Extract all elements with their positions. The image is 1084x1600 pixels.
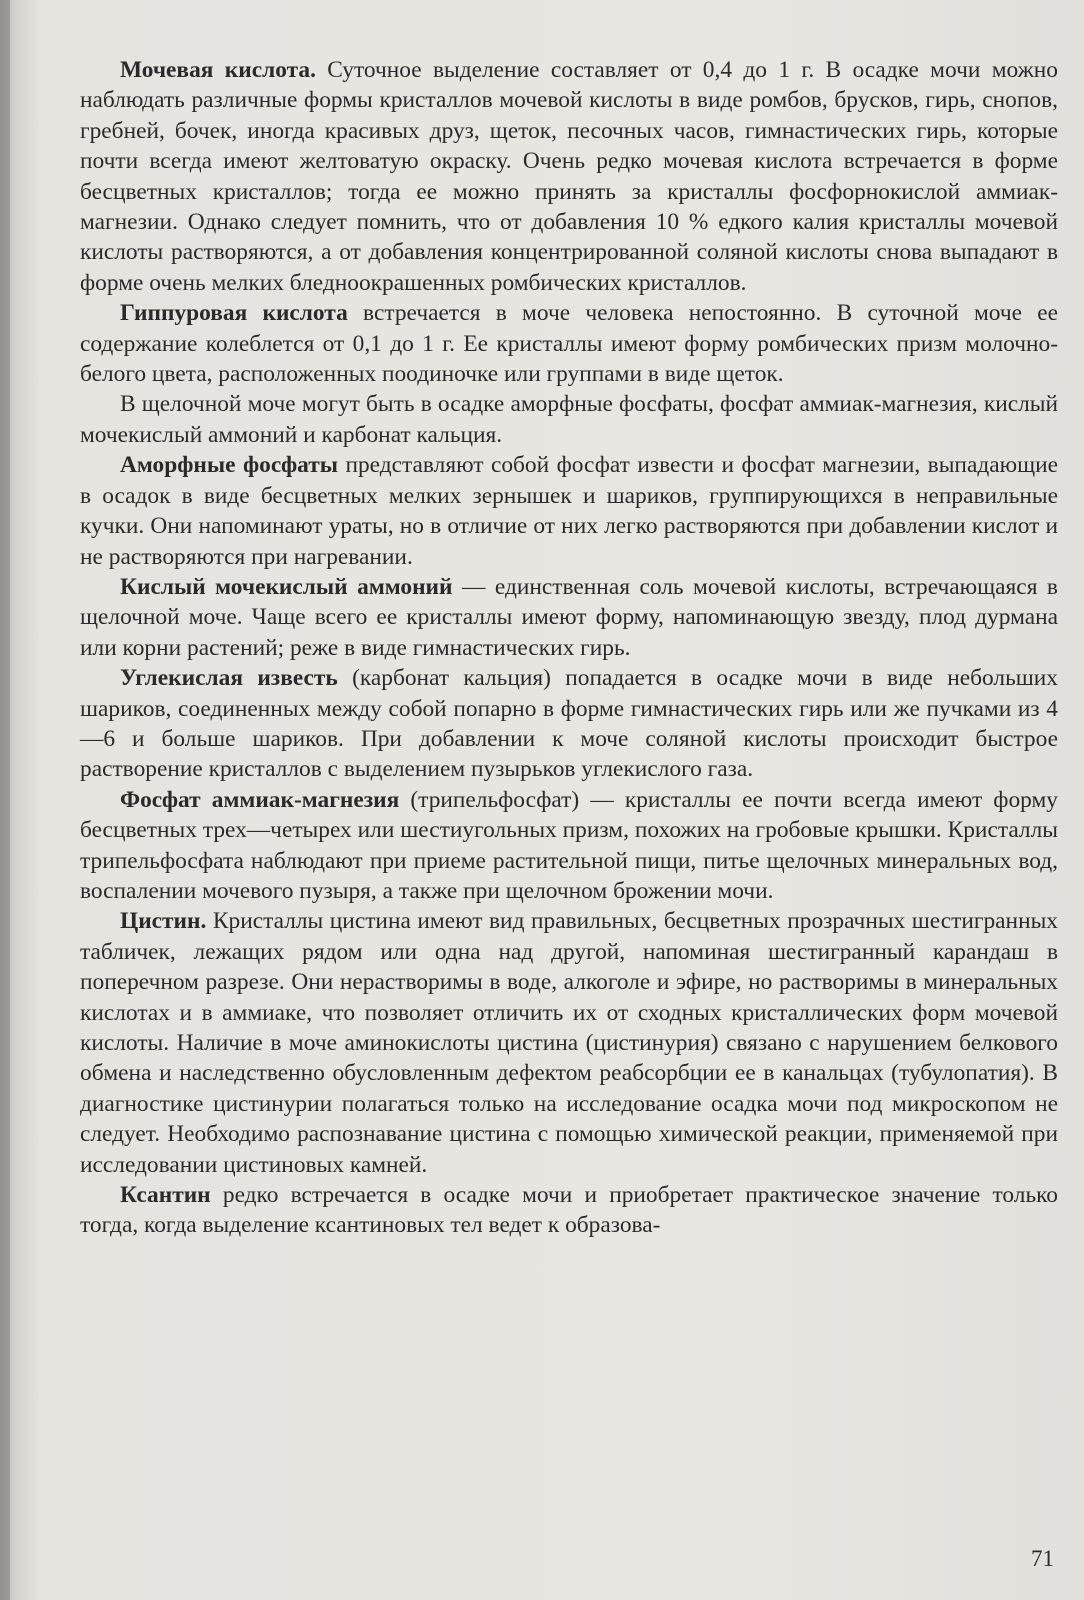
paragraph-uric-acid [80, 55, 1058, 298]
paragraph-text: (трипельфосфат) — кристаллы ее почти всегда имеют форму бесцветных трех—четырех или шестиугольных призм, похожих на гробовые крышки. Кристаллы трипельфосфата наблюдают при приеме растительной пищи, питье щелочных минеральных вод, воспалении мочевого пузыря, а также при щелочном брожении мочи. [80, 786, 1058, 904]
term-triple-phosphate: Фосфат аммиак-магнезия [120, 786, 400, 813]
paragraph-triple-phosphate [80, 785, 1058, 907]
paragraph-ammonium-urate [80, 572, 1058, 663]
term-cystine: Цистин. [120, 908, 207, 935]
paragraph-text: — единственная соль мочевой кислоты, встречающаяся в щелочной моче. Чаще всего ее кристаллы имеют форму, напоминающую звезду, плод дурмана или корни растений; реже в виде гимнастических гирь. [80, 573, 1058, 661]
paragraph-alkaline-urine [80, 389, 1058, 450]
term-calcium-carbonate: Углекислая известь [120, 665, 338, 692]
paragraph-text: представляют собой фосфат извести и фосфат магнезии, выпадающие в осадок в виде бесцветных мелких зернышек и шариков, группирующихся в неправильные кучки. Они напоминают ураты, но в отличие от них легко растворяются при добавлении кислот и не растворяются при нагревании. [80, 452, 1058, 570]
term-uric-acid: Мочевая кислота. [120, 57, 316, 83]
paragraph-amorphous-phosphates [80, 450, 1058, 572]
paragraph-text: Суточное выделение составляет от 0,4 до 1 г. В осадке мочи можно наблюдать различные формы кристаллов мочевой кислоты в виде ромбов, брусков, гирь, снопов, гребней, бочек, иногда красивых друз, щеток, песочных часов, гимнастических гирь, которые почти всегда имеют желтоватую окраску. Очень редко мочевая кислота встречается в форме бесцветных кристаллов; тогда ее можно принять за кристаллы фосфорнокислой аммиак-магнезии. Однако следует помнить, что от добавления 10 % едкого калия кристаллы мочевой кислоты растворяются, а от добавления концентрированной соляной кислоты снова выпадают в форме очень мелких бледноокрашенных ромбических кристаллов. [80, 57, 1058, 296]
paragraph-text: (карбонат кальция) попадается в осадке мочи в виде небольших шариков, соединенных между собой попарно в форме гимнастических гирь или же пучками из 4—6 и больше шариков. При добавлении к моче соляной кислоты происходит быстрое растворение кристаллов с выделением пузырьков углекислого газа. [80, 665, 1058, 783]
term-hippuric-acid: Гиппуровая кислота [120, 300, 348, 327]
paragraph-cystine [80, 906, 1058, 1180]
term-xanthine: Ксантин [120, 1182, 211, 1209]
paragraph-xanthine [80, 1180, 1058, 1241]
paragraph-text: редко встречается в осадке мочи и приобретает практическое значение только тогда, когда выделение ксантиновых тел ведет к образова- [80, 1182, 1058, 1239]
term-amorphous-phosphates: Аморфные фосфаты [120, 452, 338, 479]
paragraph-text: встречается в моче человека непостоянно. В суточной моче ее содержание колеблется от 0,1 до 1 г. Ее кристаллы имеют форму ромбических призм молочно-белого цвета, расположенных поодиночке или группами в виде щеток. [80, 300, 1059, 388]
paragraph-text: В щелочной моче могут быть в осадке аморфные фосфаты, фосфат аммиак-магнезия, кислый мочекислый аммоний и карбонат кальция. [80, 391, 1058, 448]
body-text [80, 55, 1058, 1241]
paragraph-text: Кристаллы цистина имеют вид правильных, бесцветных прозрачных шестигранных табличек, лежащих рядом или одна над другой, напоминая шестигранный карандаш в поперечном разрезе. Они нерастворимы в воде, алкоголе и эфире, но растворимы в минеральных кислотах и в аммиаке, что позволяет отличить их от сходных кристаллических форм мочевой кислоты. Наличие в моче аминокислоты цистина (цистинурия) связано с нарушением белкового обмена и наследственно обусловленным дефектом реабсорбции ее в канальцах (тубулопатия). В диагностике цистинурии полагаться только на исследование осадка мочи под микроскопом не следует. Необходимо распознавание цистина с помощью химической реакции, применяемой при исследовании цистиновых камней. [80, 908, 1058, 1178]
paragraph-calcium-carbonate [80, 663, 1058, 785]
page-number: 71 [1031, 1545, 1054, 1571]
term-ammonium-urate: Кислый мочекислый аммоний [120, 573, 453, 600]
paragraph-hippuric-acid [80, 298, 1058, 389]
